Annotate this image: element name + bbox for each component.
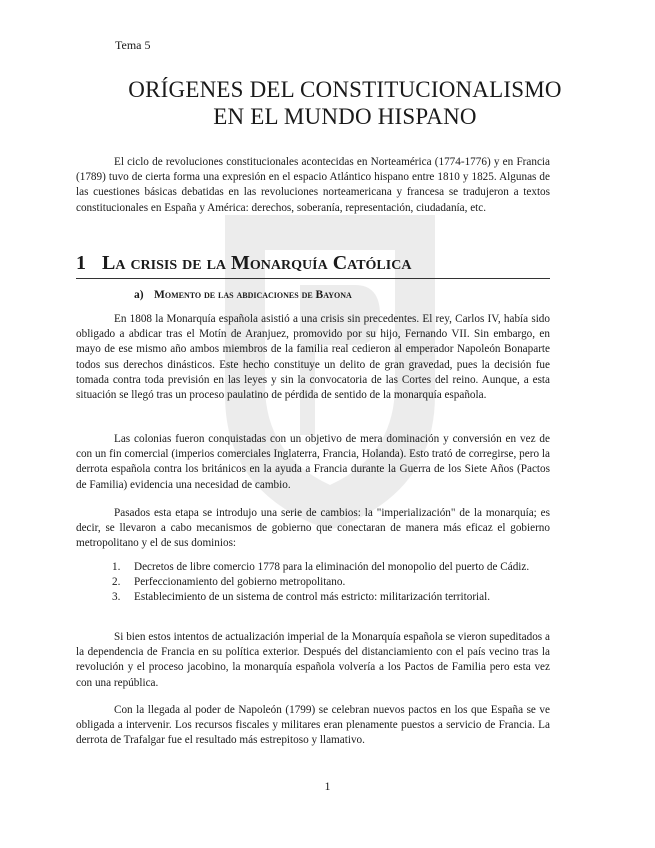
- section-heading: [76, 252, 550, 279]
- section-number: 1: [76, 252, 86, 274]
- section-title: La crisis de la Monarquía Católica: [102, 252, 412, 274]
- list-item-number: 2.: [112, 576, 121, 589]
- subsection-letter: a): [134, 289, 144, 301]
- list-item-text: Establecimiento de un sistema de control más estricto: militarización territorial.: [134, 591, 491, 604]
- intro-paragraph: El ciclo de revoluciones constitucionales acontecidas en Norteamérica (1774-1776) y en Francia (1789) tuvo de cierta forma una expresión en el espacio Atlántico hispano entre 1810 y 1825. Algunas de las cuestiones básicas debatidas en las revoluciones norteamericana y francesa se tradujeron a textos constitucionales en España y América: derechos, soberanía, representación, ciudadanía, etc.: [76, 156, 550, 214]
- body-paragraph: Con la llegada al poder de Napoleón (1799) se celebran nuevos pactos en los que España se ve obligada a intervenir. Los recursos fiscales y militares eran plenamente puestos a servicio de Francia. La derrota de Trafalgar fue el resultado más estrepitoso y llamativo.: [76, 704, 550, 747]
- title-line-2: EN EL MUNDO HISPANO: [213, 104, 477, 129]
- list-item: [112, 560, 552, 575]
- topic-label: Tema 5: [115, 38, 151, 52]
- page-title: [100, 76, 590, 130]
- subsection-title: Momento de las abdicaciones de Bayona: [154, 289, 352, 301]
- list-item-text: Decretos de libre comercio 1778 para la eliminación del monopolio del puerto de Cádiz.: [134, 561, 530, 573]
- list-item: [112, 575, 552, 590]
- body-paragraph: En 1808 la Monarquía española asistió a una crisis sin precedentes. El rey, Carlos IV, había sido obligado a abdicar tras el Motín de Aranjuez, promovido por su hijo, Fernando VII. Sin embargo, en mayo de ese mismo año ambos miembros de la familia real cedieron al emperador Napoleón Bonaparte todos sus derechos dinásticos. Este hecho constituye un delito de gran gravedad, pues la decisión fue tomada contra toda previsión en las leyes y sin la convocatoria de las Cortes del reino. Aunque, a esta situación se llegó tras un proceso paulatino de pérdida de sentido de la monarquía española.: [76, 313, 550, 402]
- subsection-heading: [134, 289, 352, 301]
- body-paragraph: Pasados esta etapa se introdujo una serie de cambios: la "imperialización" de la monarquía; es decir, se llevaron a cabo mecanismos de gobierno que conectaran de manera más eficaz el gobierno metropolitano y el de sus dominios:: [76, 507, 550, 550]
- title-line-1: ORÍGENES DEL CONSTITUCIONALISMO: [128, 77, 562, 102]
- list-item-text: Perfeccionamiento del gobierno metropolitano.: [134, 576, 346, 589]
- body-paragraph: Las colonias fueron conquistadas con un objetivo de mera dominación y conversión en vez de con un fin comercial (imperios comerciales Inglaterra, Francia, Holanda). Esto trató de corregirse, pero la derrota española contra los británicos en la ayuda a Francia durante la Guerra de los Siete Años (Pactos de Familia) evidencia una necesidad de cambio.: [76, 433, 550, 491]
- body-paragraph: Si bien estos intentos de actualización imperial de la Monarquía española se vieron supeditados a la dependencia de Francia en su política exterior. Después del distanciamiento con el país vecino tras la revolución y el proceso jacobino, la monarquía española volvería a los Pactos de Familia pero esta vez con una república.: [76, 631, 550, 689]
- list-item-number: 1.: [112, 561, 121, 573]
- list-item: [112, 590, 552, 605]
- page-number: 1: [324, 779, 331, 793]
- list-item-number: 3.: [112, 591, 121, 604]
- reforms-list: [112, 560, 552, 606]
